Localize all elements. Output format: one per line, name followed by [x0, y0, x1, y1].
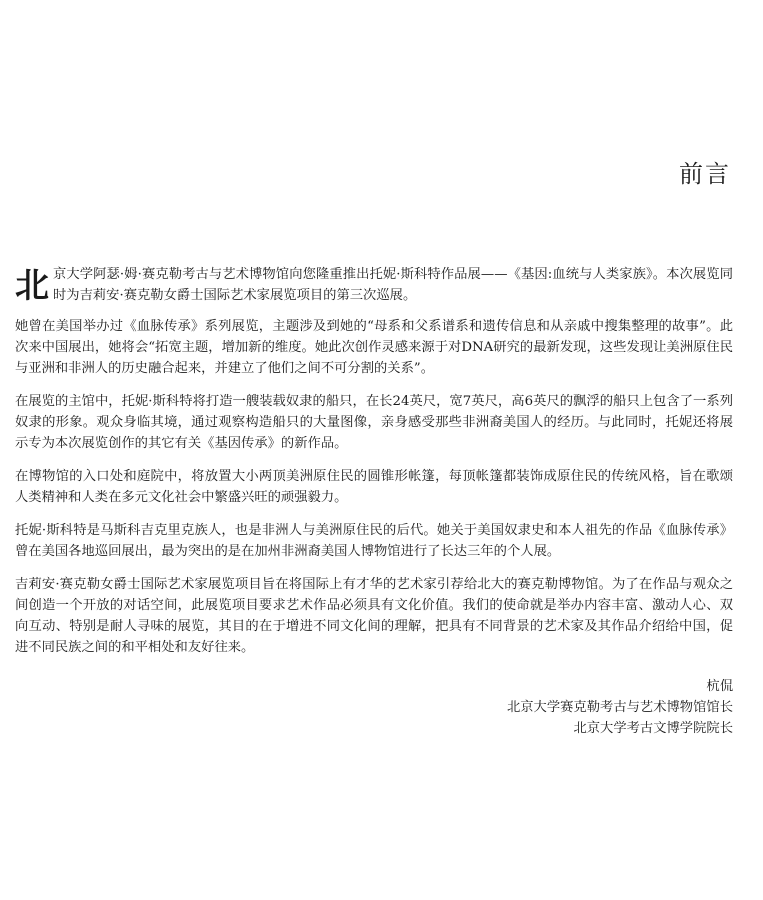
paragraph-2: 她曾在美国举办过《血脉传承》系列展览，主题涉及到她的“母系和父系谱系和遗传信息和从亲戚中搜集整理的故事”。此次来中国展出，她将会“拓宽主题，增加新的维度。她此次创作灵感来源于对DNA研究的最新发现，这些发现让美洲原住民与亚洲和非洲人的历史融合起来，并建立了他们之间不可分割的关系”。	[15, 319, 733, 376]
signature-block	[15, 676, 733, 739]
paragraph-1	[15, 264, 733, 306]
paragraph-4: 在博物馆的入口处和庭院中，将放置大小两顶美洲原住民的圆锥形帐篷，每顶帐篷都装饰成原住民的传统风格，旨在歌颂人类精神和人类在多元文化社会中繁盛兴旺的顽强毅力。	[15, 469, 733, 505]
paragraph-1-text: 京大学阿瑟·姆·赛克勒考古与艺术博物馆向您隆重推出托妮·斯科特作品展——《基因:血统与人类家族》。本次展览同时为吉莉安·赛克勒女爵士国际艺术家展览项目的第三次巡展。	[53, 267, 733, 303]
signature-title-1: 北京大学赛克勒考古与艺术博物馆馆长	[506, 700, 733, 715]
signature-title-2: 北京大学考古文博学院院长	[573, 721, 733, 736]
paragraph-3: 在展览的主馆中，托妮·斯科特将打造一艘装载奴隶的船只，在长24英尺，宽7英尺，高6英尺的飘浮的船只上包含了一系列奴隶的形象。观众身临其境，通过观察构造船只的大量图像，亲身感受那些非洲裔美国人的经历。与此同时，托妮还将展示专为本次展览创作的其它有关《基因传承》的新作品。	[15, 394, 733, 451]
body-text	[15, 264, 733, 739]
paragraph-5: 托妮·斯科特是马斯科吉克里克族人，也是非洲人与美洲原住民的后代。她关于美国奴隶史和本人祖先的作品《血脉传承》曾在美国各地巡回展出，最为突出的是在加州非洲裔美国人博物馆进行了长达三年的个人展。	[15, 523, 733, 559]
dropcap: 北	[15, 266, 49, 306]
paragraph-6: 吉莉安·赛克勒女爵士国际艺术家展览项目旨在将国际上有才华的艺术家引荐给北大的赛克勒博物馆。为了在作品与观众之间创造一个开放的对话空间，此展览项目要求艺术作品必须具有文化价值。我们的使命就是举办内容丰富、激动人心、双向互动、特别是耐人寻味的展览，其目的在于增进不同文化间的理解，把具有不同背景的艺术家及其作品介绍给中国，促进不同民族之间的和平相处和友好往来。	[15, 577, 733, 655]
page-title: 前言	[679, 160, 731, 188]
signature-name: 杭侃	[706, 679, 733, 694]
